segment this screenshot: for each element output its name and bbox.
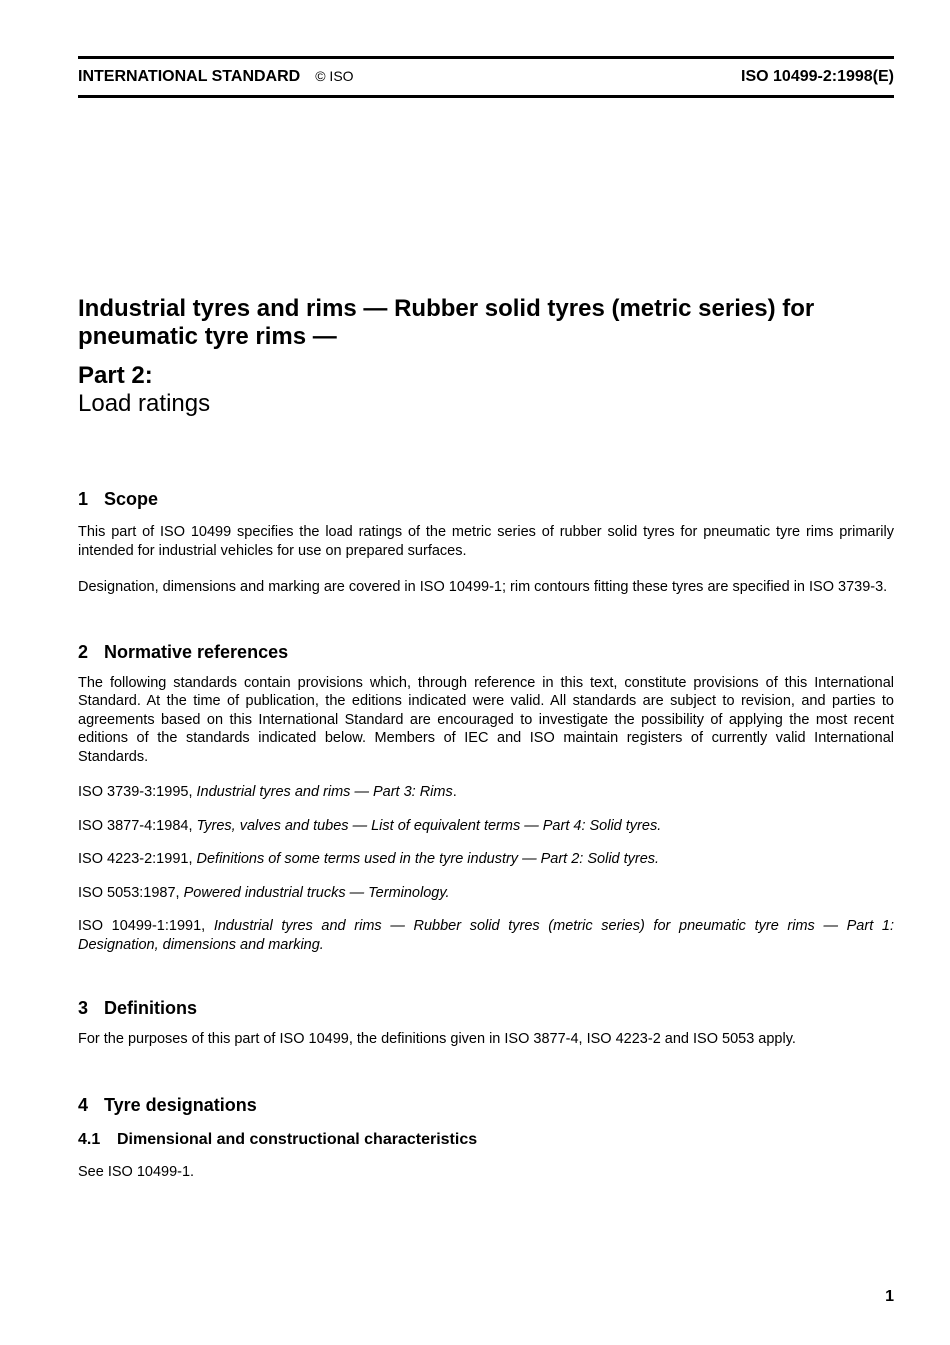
scope-paragraph-2: Designation, dimensions and marking are covered in ISO 10499-1; rim contours fitting these tyres are specified in ISO 3739-3. xyxy=(78,579,888,595)
section-heading-definitions xyxy=(78,997,894,1019)
reference-item xyxy=(78,783,894,802)
reference-item xyxy=(78,884,894,903)
section-number: 2 xyxy=(78,641,89,662)
definitions-paragraph: For the purposes of this part of ISO 10499, the definitions given in ISO 3877-4, ISO 4223-2 and ISO 5053 apply. xyxy=(78,1031,796,1047)
section-number: 1 xyxy=(78,489,89,509)
reference-code: ISO 4223-2:1991, xyxy=(78,851,197,867)
part-label: Part 2: xyxy=(78,362,153,389)
section-title: Tyre designations xyxy=(104,1094,257,1115)
copyright-notice: © ISO xyxy=(315,68,354,84)
section-number: 4 xyxy=(78,1094,89,1115)
section-title: Scope xyxy=(104,489,159,509)
subsection-number: 4.1 xyxy=(78,1130,101,1148)
subsection-title: Dimensional and constructional characteristics xyxy=(117,1130,478,1148)
reference-code: ISO 3877-4:1984, xyxy=(78,817,197,834)
section-title: Normative references xyxy=(104,641,289,662)
reference-item xyxy=(78,850,894,869)
document-page xyxy=(78,56,894,1181)
reference-code: ISO 10499-1:1991, xyxy=(78,918,214,934)
reference-title: Tyres, valves and tubes — List of equivalent terms — Part 4: Solid tyres. xyxy=(196,817,662,834)
page-header xyxy=(78,56,894,98)
reference-title: Industrial tyres and rims — Part 3: Rims xyxy=(196,784,453,800)
reference-tail: . xyxy=(452,784,457,800)
section-heading-normative-references xyxy=(78,641,894,663)
reference-title: Powered industrial trucks — Terminology. xyxy=(183,884,450,901)
reference-item xyxy=(78,817,894,836)
part-subtitle: Load ratings xyxy=(78,390,211,417)
header-left xyxy=(78,68,354,86)
page-number: 1 xyxy=(885,1288,894,1305)
normative-intro: The following standards contain provisions which, through reference in this text, constitute provisions of this International Standard. At the time of publication, the editions indicated were valid. All standards are subject to revision, and parties to agreements based on this International Standard are encouraged to investigate the possibility of applying the most recent editions of the standards indicated below. Members of IEC and ISO maintain registers of currently valid International Standards. xyxy=(78,674,894,765)
scope-paragraph-1: This part of ISO 10499 specifies the load ratings of the metric series of rubber solid tyres for pneumatic tyre rims primarily intended for industrial vehicles for use on prepared surfaces. xyxy=(78,524,894,559)
standard-label: INTERNATIONAL STANDARD xyxy=(78,68,301,85)
reference-code: ISO 3739-3:1995, xyxy=(78,784,197,800)
reference-title: Industrial tyres and rims — Rubber solid tyres (metric series) for pneumatic tyre rims — Part 1: Designation, dimensions and marking. xyxy=(78,918,894,953)
section-title: Definitions xyxy=(104,998,197,1018)
section-number: 3 xyxy=(78,998,89,1018)
reference-title: Definitions of some terms used in the tyre industry — Part 2: Solid tyres. xyxy=(196,851,660,867)
reference-item xyxy=(78,917,894,954)
document-title: Industrial tyres and rims — Rubber solid tyres (metric series) for pneumatic tyre rims — xyxy=(78,295,815,350)
section-heading-scope xyxy=(78,488,894,510)
subsection-heading-dimensional xyxy=(78,1130,894,1150)
reference-code: ISO 5053:1987, xyxy=(78,884,184,901)
subsection-paragraph: See ISO 10499-1. xyxy=(78,1163,195,1180)
document-id: ISO 10499-2:1998(E) xyxy=(741,68,894,85)
section-heading-tyre-designations xyxy=(78,1094,894,1116)
